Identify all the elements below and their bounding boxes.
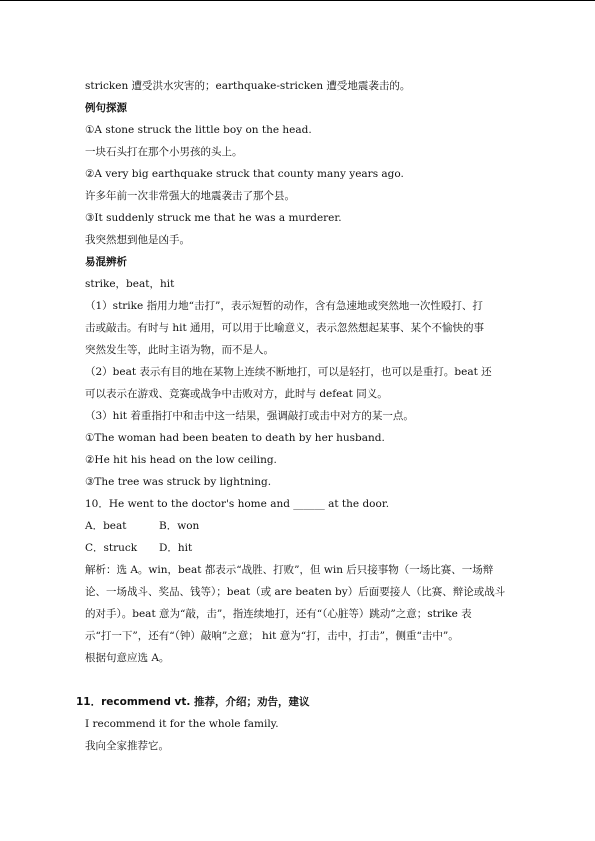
example-sentence: I recommend it for the whole family. bbox=[85, 718, 279, 730]
analysis-line: 论、一场战斗、奖品、钱等）；beat（或 are beaten by）后面要接人（比赛、辩论或战斗 bbox=[85, 586, 506, 598]
example-sentence: ②A very big earthquake struck that county many years ago. bbox=[85, 168, 404, 180]
section-heading-distinction: 易混辨析 bbox=[85, 256, 127, 268]
text-line: （2）beat 表示有目的地在某物上连续不断地打，可以是轻打，也可以是重打。beat 还 bbox=[85, 366, 492, 378]
text-line: strike，beat，hit bbox=[85, 278, 175, 290]
text-line: 击或敲击。有时与 hit 通用，可以用于比喻意义，表示忽然想起某事、某个不愉快的事 bbox=[85, 322, 485, 334]
question-stem: 10．He went to the doctor's home and ______ at the door. bbox=[85, 498, 390, 510]
example-translation: 我向全家推荐它。 bbox=[85, 740, 169, 752]
text-line: （3）hit 着重指打中和击中这一结果，强调敲打或击中对方的某一点。 bbox=[85, 410, 414, 422]
text-line: 突然发生等，此时主语为物，而不是人。 bbox=[85, 344, 274, 356]
option-d: D．hit bbox=[159, 542, 193, 554]
text-line: stricken 遭受洪水灾害的；earthquake-stricken 遭受地震袭击的。 bbox=[85, 80, 411, 92]
example-translation: 许多年前一次非常强大的地震袭击了那个县。 bbox=[85, 190, 295, 202]
section-heading-examples: 例句探源 bbox=[85, 102, 127, 114]
example-translation: 我突然想到他是凶手。 bbox=[85, 234, 190, 246]
example-sentence: ①A stone struck the little boy on the head. bbox=[85, 124, 312, 136]
analysis-line: 解析：选 A。win，beat 都表示“战胜、打败”，但 win 后只接事物（一场比赛、一场辩 bbox=[85, 564, 494, 576]
example-sentence: ②He hit his head on the low ceiling. bbox=[85, 454, 277, 466]
vocab-entry-heading: 11．recommend vt. 推荐，介绍；劝告，建议 bbox=[76, 696, 310, 708]
text-line: 可以表示在游戏、竞赛或战争中击败对方，此时与 defeat 同义。 bbox=[85, 388, 388, 400]
example-translation: 一块石头打在那个小男孩的头上。 bbox=[85, 146, 243, 158]
analysis-line: 示“打一下”，还有“（钟）敲响”之意； hit 意为“打，击中，打击”，侧重“击中”。 bbox=[85, 630, 459, 642]
example-sentence: ①The woman had been beaten to death by her husband. bbox=[85, 432, 385, 444]
option-b: B．won bbox=[159, 520, 200, 532]
analysis-line: 根据句意应选 A。 bbox=[85, 652, 170, 664]
example-sentence: ③The tree was struck by lightning. bbox=[85, 476, 272, 488]
analysis-line: 的对手）。beat 意为“敲，击”，指连续地打，还有“（心脏等）跳动”之意；strike 表 bbox=[85, 608, 472, 620]
text-line: （1）strike 指用力地“击打”，表示短暂的动作，含有急速地或突然地一次性殴打、打 bbox=[85, 300, 483, 312]
option-a: A．beat bbox=[85, 520, 127, 532]
option-c: C．struck bbox=[85, 542, 138, 554]
example-sentence: ③It suddenly struck me that he was a murderer. bbox=[85, 212, 342, 224]
